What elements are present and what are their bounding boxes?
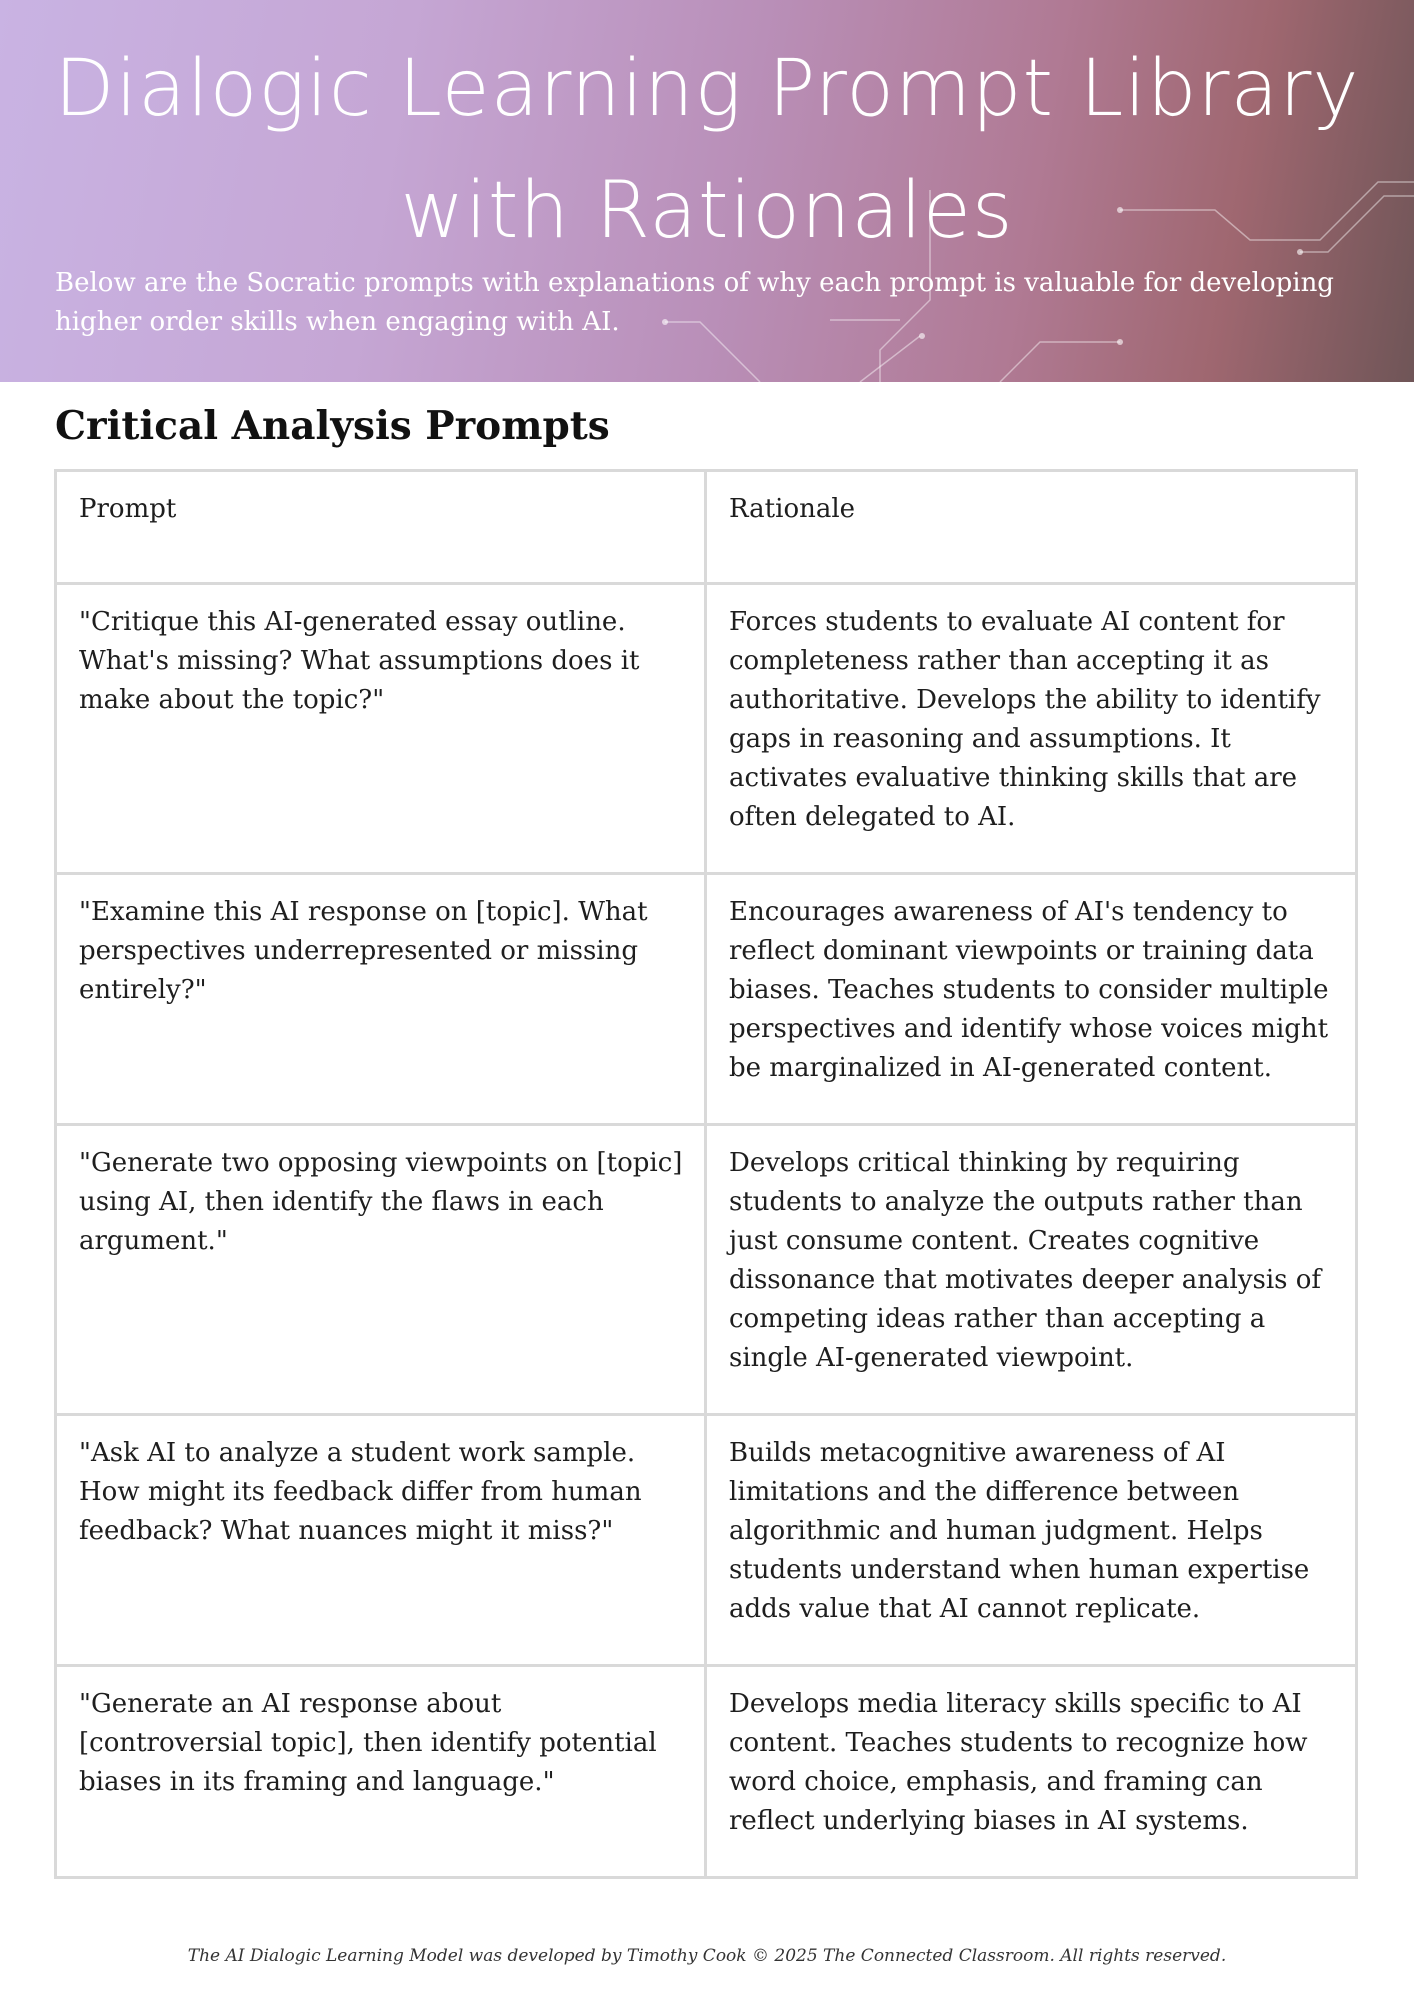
prompt-cell: "Critique this AI-generated essay outline. What's missing? What assumptions does it make about the topic?"	[56, 584, 706, 874]
prompts-table	[54, 469, 1358, 1879]
prompt-cell: "Generate an AI response about [controversial topic], then identify potential biases in its framing and language."	[56, 1666, 706, 1878]
header-banner	[0, 0, 1414, 382]
rationale-cell: Develops critical thinking by requiring students to analyze the outputs rather than just consume content. Creates cognitive dissonance that motivates deeper analysis of competing ideas rather than accepting a single AI-generated viewpoint.	[706, 1125, 1357, 1415]
column-header-prompt: Prompt	[56, 471, 706, 584]
rationale-cell: Develops media literacy skills specific to AI content. Teaches students to recognize how word choice, emphasis, and framing can reflect underlying biases in AI systems.	[706, 1666, 1357, 1878]
table-row	[56, 874, 1357, 1125]
prompt-cell: "Examine this AI response on [topic]. What perspectives underrepresented or missing entirely?"	[56, 874, 706, 1125]
column-header-rationale: Rationale	[706, 471, 1357, 584]
section-title: Critical Analysis Prompts	[55, 403, 610, 449]
rationale-cell: Encourages awareness of AI's tendency to reflect dominant viewpoints or training data biases. Teaches students to consider multiple perspectives and identify whose voices might be marginalized in AI-generated content.	[706, 874, 1357, 1125]
table-header-row	[56, 471, 1357, 584]
table-row	[56, 1666, 1357, 1878]
footer-copyright: The AI Dialogic Learning Model was developed by Timothy Cook © 2025 The Connected Classroom. All rights reserved.	[187, 1946, 1227, 1966]
prompt-cell: "Ask AI to analyze a student work sample. How might its feedback differ from human feedback? What nuances might it miss?"	[56, 1415, 706, 1666]
rationale-cell: Builds metacognitive awareness of AI limitations and the difference between algorithmic and human judgment. Helps students understand when human expertise adds value that AI cannot replicate.	[706, 1415, 1357, 1666]
page-title: Dialogic Learning Prompt Library with Rationales	[54, 44, 1360, 256]
table-row	[56, 1125, 1357, 1415]
page-subtitle: Below are the Socratic prompts with explanations of why each prompt is valuable for developing higher order skills when engaging with AI.	[55, 268, 1334, 337]
table-row	[56, 584, 1357, 874]
rationale-cell: Forces students to evaluate AI content for completeness rather than accepting it as authoritative. Develops the ability to identify gaps in reasoning and assumptions. It activates evaluative thinking skills that are often delegated to AI.	[706, 584, 1357, 874]
prompt-cell: "Generate two opposing viewpoints on [topic] using AI, then identify the flaws in each argument."	[56, 1125, 706, 1415]
table-row	[56, 1415, 1357, 1666]
